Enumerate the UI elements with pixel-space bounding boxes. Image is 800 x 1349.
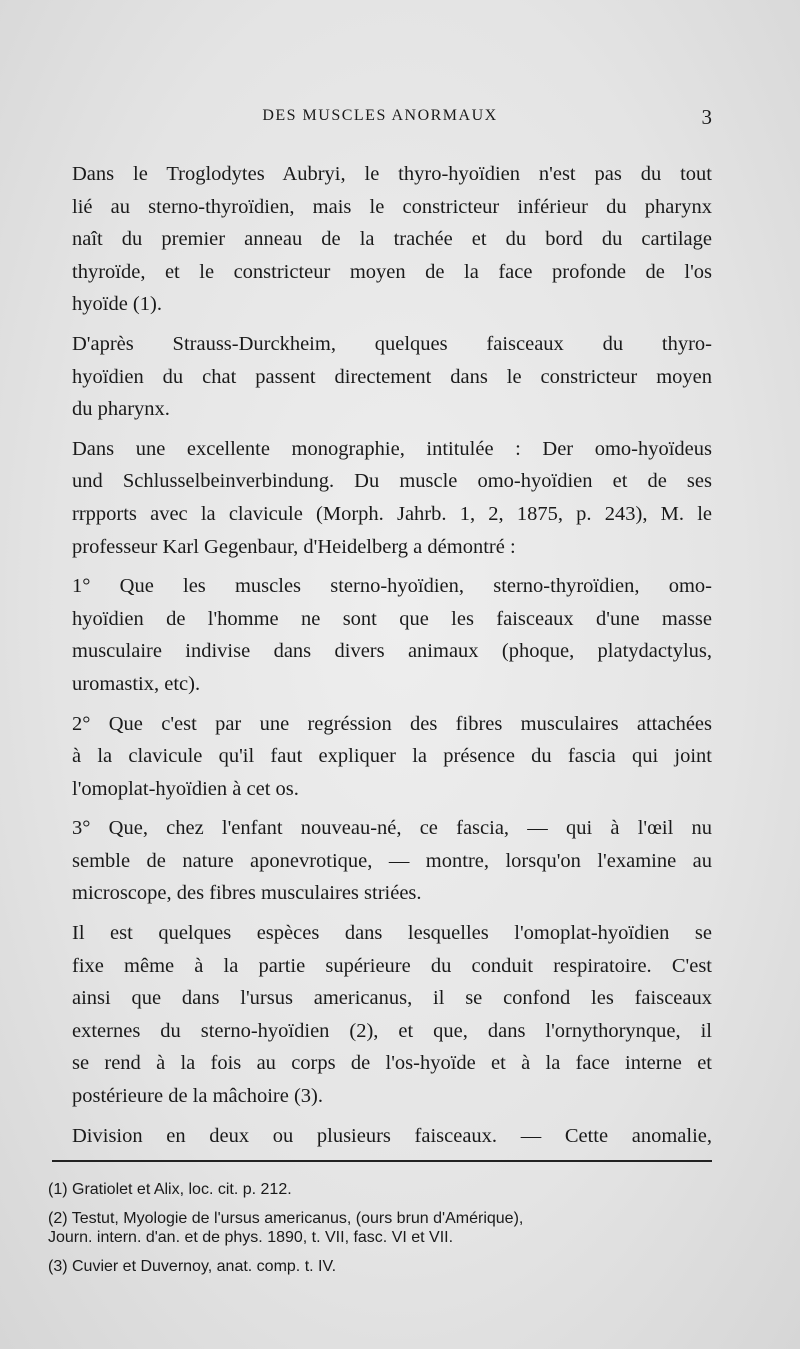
text-line: fixe même à la partie supérieure du conduit respiratoire. C'est bbox=[72, 954, 712, 977]
text-line: se rend à la fois au corps de l'os-hyoïde et à la face interne et bbox=[72, 1052, 712, 1075]
text-line: rrpports avec la clavicule (Morph. Jahrb. 1, 2, 1875, p. 243), M. le bbox=[72, 502, 712, 525]
text-line: uromastix, etc). bbox=[72, 672, 201, 695]
running-title: DES MUSCLES ANORMAUX bbox=[262, 107, 498, 124]
footnote-line: (2) Testut, Myologie de l'ursus americanus, (ours brun d'Amérique), bbox=[48, 1210, 524, 1227]
text-line: 3° Que, chez l'enfant nouveau-né, ce fascia, — qui à l'œil nu bbox=[72, 817, 712, 840]
text-line: professeur Karl Gegenbaur, d'Heidelberg a démontré : bbox=[72, 535, 516, 558]
text-line: hyoïdien de l'homme ne sont que les faisceaux d'une masse bbox=[72, 607, 712, 630]
footnote bbox=[48, 1180, 718, 1199]
text-line: 2° Que c'est par une regréssion des fibres musculaires attachées bbox=[72, 712, 712, 735]
text-line: musculaire indivise dans divers animaux (phoque, platydactylus, bbox=[72, 640, 712, 663]
text-line: à la clavicule qu'il faut expliquer la présence du fascia qui joint bbox=[72, 745, 712, 768]
text-line: ainsi que dans l'ursus americanus, il se confond les faisceaux bbox=[72, 987, 712, 1010]
footnote-line: (1) Gratiolet et Alix, loc. cit. p. 212. bbox=[48, 1181, 292, 1198]
text-line: semble de nature aponevrotique, — montre, lorsqu'on l'examine au bbox=[72, 849, 712, 872]
text-line: l'omoplat-hyoïdien à cet os. bbox=[72, 777, 299, 800]
paragraph bbox=[48, 570, 712, 700]
paragraph bbox=[48, 917, 712, 1113]
footnotes bbox=[48, 1180, 718, 1286]
paragraph bbox=[48, 158, 712, 321]
footnote-rule bbox=[52, 1160, 712, 1162]
text-line: naît du premier anneau de la trachée et du bord du cartilage bbox=[72, 228, 712, 251]
text-line: Dans une excellente monographie, intitulée : Der omo-hyoïdeus bbox=[72, 437, 712, 460]
page-header bbox=[48, 103, 712, 133]
page-number: 3 bbox=[701, 105, 712, 129]
text-line: hyoïde (1). bbox=[72, 293, 162, 316]
footnote-line: Journ. intern. d'an. et de phys. 1890, t. VII, fasc. VI et VII. bbox=[48, 1229, 454, 1246]
text-line: D'après Strauss-Durckheim, quelques faisceaux du thyro- bbox=[72, 332, 712, 355]
body-text bbox=[48, 158, 712, 1159]
text-line: Il est quelques espèces dans lesquelles l'omoplat-hyoïdien se bbox=[72, 922, 712, 945]
text-line: 1° Que les muscles sterno-hyoïdien, sterno-thyroïdien, omo- bbox=[72, 575, 712, 598]
text-line: microscope, des fibres musculaires striées. bbox=[72, 882, 422, 905]
text-line: postérieure de la mâchoire (3). bbox=[72, 1085, 324, 1108]
text-line: lié au sterno-thyroïdien, mais le constricteur inférieur du pharynx bbox=[72, 195, 712, 218]
footnote bbox=[48, 1209, 718, 1247]
text-line: und Schlusselbeinverbindung. Du muscle omo-hyoïdien et de ses bbox=[72, 470, 712, 493]
paragraph bbox=[48, 1120, 712, 1153]
text-line: Division en deux ou plusieurs faisceaux. — Cette anomalie, bbox=[72, 1124, 712, 1147]
text-line: hyoïdien du chat passent directement dans le constricteur moyen bbox=[72, 365, 712, 388]
paragraph bbox=[48, 708, 712, 806]
paragraph bbox=[48, 812, 712, 910]
paragraph bbox=[48, 328, 712, 426]
text-line: thyroïde, et le constricteur moyen de la face profonde de l'os bbox=[72, 260, 712, 283]
text-line: Dans le Troglodytes Aubryi, le thyro-hyoïdien n'est pas du tout bbox=[72, 163, 712, 185]
footnote-line: (3) Cuvier et Duvernoy, anat. comp. t. IV. bbox=[48, 1258, 337, 1275]
text-line: du pharynx. bbox=[72, 398, 170, 421]
text-line: externes du sterno-hyoïdien (2), et que, dans l'ornythorynque, il bbox=[72, 1019, 712, 1042]
paragraph bbox=[48, 433, 712, 563]
footnote bbox=[48, 1257, 718, 1276]
